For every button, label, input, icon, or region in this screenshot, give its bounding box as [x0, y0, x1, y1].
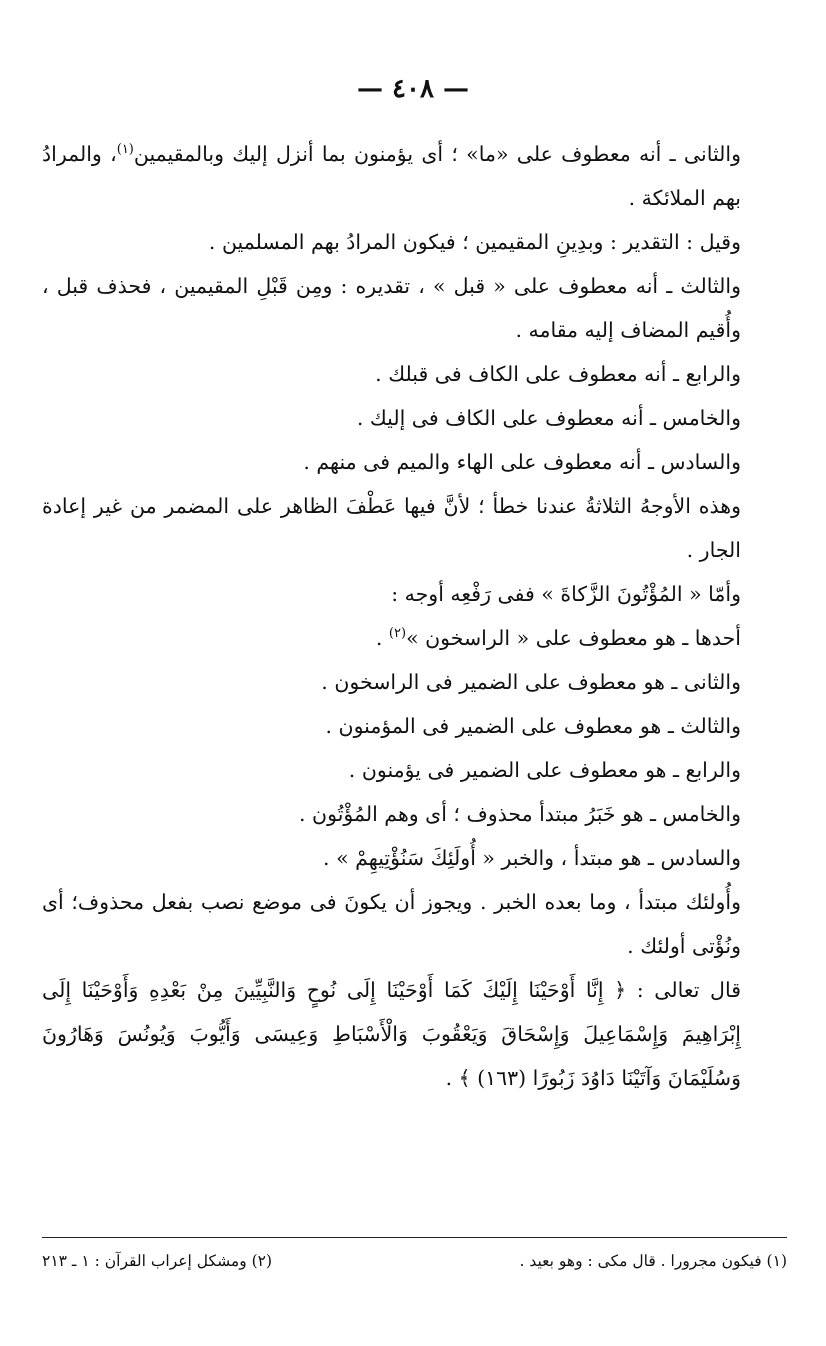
- paragraph-5: والخامس ـ أنه معطوف على الكاف فى إليك .: [356, 406, 741, 430]
- footnote-ref-1: (١): [116, 142, 134, 158]
- paragraph-4: والرابع ـ أنه معطوف على الكاف فى قبلك .: [375, 362, 741, 386]
- paragraph-12: والرابع ـ هو معطوف على الضمير فى يؤمنون .: [348, 758, 741, 782]
- page-number: — ٤٠٨ —: [356, 74, 470, 104]
- paragraph-15: وأُولئك مبتدأ ، وما بعده الخبر . ويجوز أن يكونَ فى موضع نصب بفعل محذوف؛ أى ونُؤْتى أولئك .: [42, 890, 741, 958]
- footnotes: [42, 1249, 787, 1273]
- footnote-2: (٢) ومشكل إعراب القرآن : ١ ـ ٢١٣: [42, 1252, 273, 1270]
- paragraph-14: والسادس ـ هو مبتدأ ، والخبر « أُولَئِكَ سَنُؤْتِيهِمْ » .: [323, 846, 741, 870]
- paragraph-1: والثانى ـ أنه معطوف على «ما» ؛ أى يؤمنون بما أنزل إليك وبالمقيمين$^{(١)}$، والمرادُ بهم الملائكة .: [42, 142, 741, 210]
- footnote-1: (١) فيكون مجرورا . قال مكى : وهو بعيد .: [519, 1252, 787, 1270]
- paragraph-10: والثانى ـ هو معطوف على الضمير فى الراسخون .: [321, 670, 741, 694]
- paragraph-2: وقيل : التقدير : وبدِينِ المقيمين ؛ فيكون المرادُ بهم المسلمين .: [208, 230, 741, 254]
- paragraph-9: أحدها ـ هو معطوف على « الراسخون »$^{(٢)}$ .: [375, 626, 741, 650]
- paragraph-3: والثالث ـ أنه معطوف على « قبل » ، تقديره : ومِن قَبْلِ المقيمين ، فحذف قبل ، وأُقيم المضاف إليه مقامه .: [42, 274, 741, 342]
- paragraph-8: وأمّا « المُؤْتُونَ الزَّكاةَ » ففى رَفْعِه أوجه :: [391, 582, 741, 606]
- paragraph-7: وهذه الأوجهُ الثلاثةُ عندنا خطأ ؛ لأنَّ فيها عَطْفَ الظاهر على المضمر من غير إعادة الجار .: [42, 494, 741, 562]
- footnote-ref-2: (٢): [388, 626, 407, 642]
- body-text: [42, 132, 787, 1100]
- paragraph-11: والثالث ـ هو معطوف على الضمير فى المؤمنون .: [325, 714, 741, 738]
- footnote-separator: [42, 1237, 787, 1238]
- paragraph-6: والسادس ـ أنه معطوف على الهاء والميم فى منهم .: [303, 450, 741, 474]
- quran-verse-paragraph: قال تعالى : ﴿ إِنَّا أَوْحَيْنَا إِلَيْكَ كَمَا أَوْحَيْنَا إِلَى نُوحٍ وَالنَّبِيِّينَ مِنْ بَعْدِهِ وَأَوْحَيْنَا إِلَى إِبْرَاهِيمَ وَإِسْمَاعِيلَ وَإِسْحَاقَ وَيَعْقُوبَ وَالْأَسْبَاطِ وَعِيسَى وَأَيُّوبَ وَيُونُسَ وَهَارُونَ وَسُلَيْمَانَ وَآتَيْنَا دَاوُدَ زَبُورًا (١٦٣) ﴾ .: [42, 978, 741, 1090]
- paragraph-13: والخامس ـ هو خَبَرُ مبتدأ محذوف ؛ أى وهم المُؤْتُون .: [299, 802, 741, 826]
